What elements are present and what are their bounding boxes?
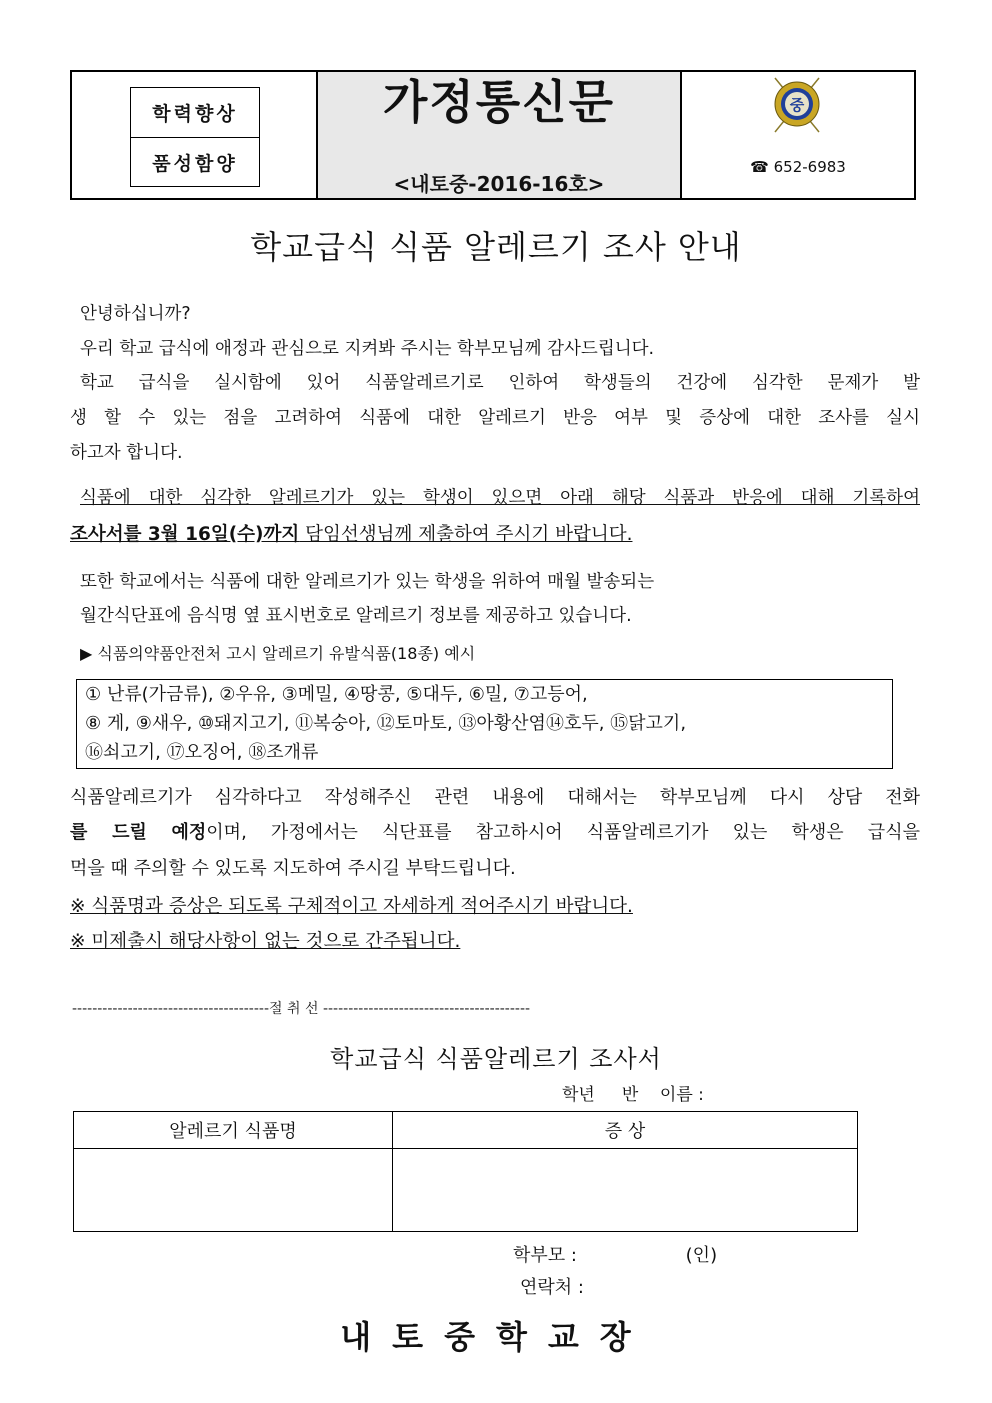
phone-line (682, 158, 914, 176)
request-line-2 (70, 517, 632, 553)
table-header-row (74, 1112, 858, 1149)
request-line-1: 식품에 대한 심각한 알레르기가 있는 학생이 있으면 아래 해당 식품과 반응에 대해 기록하여 (80, 488, 920, 508)
parent-signature-line: 학부모 : (인) (513, 1245, 718, 1266)
table-row (74, 1149, 858, 1232)
page-title: 학교급식 식품 알레르기 조사 안내 (250, 228, 742, 266)
menu-info-line-1: 또한 학교에서는 식품에 대한 알레르기가 있는 학생을 위하여 매월 발송되는 (80, 572, 655, 592)
deadline-text: 조사서를 3월 16일(수)까지 (70, 524, 300, 545)
paragraph-purpose-line-2: 생 할 수 있는 점을 고려하여 식품에 대한 알레르기 반응 여부 및 증상에 대한 조사를 실시 (70, 408, 920, 428)
survey-table (73, 1111, 858, 1232)
allergen-line-1: ① 난류(가금류), ②우유, ③메밀, ④땅콩, ⑤대두, ⑥밀, ⑦고등어, (85, 684, 588, 705)
followup-bold: 를 드릴 예정 (70, 822, 207, 843)
paragraph-purpose-line-3: 하고자 합니다. (70, 443, 183, 463)
form-title: 학교급식 식품알레르기 조사서 (330, 1045, 662, 1073)
note-no-submission: ※ 미제출시 해당사항이 없는 것으로 간주됩니다. (70, 931, 461, 952)
note-detail: ※ 식품명과 증상은 되도록 구체적이고 자세하게 적어주시기 바랍니다. (70, 896, 633, 917)
school-emblem-icon (767, 74, 827, 136)
symptom-field[interactable] (393, 1149, 858, 1232)
request-rest: 담임선생님께 제출하여 주시기 바랍니다. (299, 524, 633, 545)
header-title-cell (318, 72, 682, 198)
telephone-icon: ☎ (750, 158, 769, 176)
allergen-list-box (76, 679, 893, 769)
food-name-field[interactable] (74, 1149, 393, 1232)
motto-line-2: 품성함양 (131, 137, 259, 186)
allergen-line-2: ⑧ 게, ⑨새우, ⑩돼지고기, ⑪복숭아, ⑫토마토, ⑬아황산염⑭호두, ⑮닭고기, (85, 713, 687, 734)
header-food-name: 알레르기 식품명 (74, 1112, 393, 1149)
allergen-notice: ▶ 식품의약품안전처 고시 알레르기 유발식품(18종) 예시 (80, 644, 476, 663)
issue-number: <내토중-2016-16호> (393, 172, 605, 196)
paragraph-thanks: 우리 학교 급식에 애정과 관심으로 지켜봐 주시는 학부모님께 감사드립니다. (80, 339, 655, 359)
motto-line-1: 학력향상 (152, 103, 238, 125)
greeting: 안녕하십니까? (80, 304, 191, 324)
header-symptom: 증 상 (393, 1112, 858, 1149)
allergen-line-3: ⑯쇠고기, ⑰오징어, ⑱조개류 (85, 742, 319, 763)
school-motto-box (130, 87, 260, 187)
principal-signature: 내토중학교장 (340, 1318, 652, 1356)
header-left-cell (72, 72, 318, 198)
followup-line-3: 먹을 때 주의할 수 있도록 지도하여 주시길 부탁드립니다. (70, 858, 516, 879)
emblem-letter: 중 (789, 96, 805, 114)
paragraph-purpose-line-1: 학교 급식을 실시함에 있어 식품알레르기로 인하여 학생들의 건강에 심각한 문제가 발 (80, 373, 920, 393)
newsletter-header (70, 70, 916, 200)
followup-rest: 이며, 가정에서는 식단표를 참고하시어 식품알레르기가 있는 학생은 급식을 (206, 822, 920, 843)
cut-line: ---------------------------------------절 취 선 ----------------------------------------- (72, 1001, 531, 1017)
student-info-line: 학년 반 이름 : (562, 1085, 704, 1105)
phone-number: 652-6983 (773, 158, 846, 176)
newsletter-title: 가정통신문 (382, 75, 616, 129)
menu-info-line-2: 월간식단표에 음식명 옆 표시번호로 알레르기 정보를 제공하고 있습니다. (80, 606, 632, 626)
followup-line-2 (70, 815, 920, 851)
header-right-cell (682, 72, 914, 198)
contact-line: 연락처 : (520, 1277, 584, 1298)
followup-line-1: 식품알레르기가 심각하다고 작성해주신 관련 내용에 대해서는 학부모님께 다시 상담 전화 (70, 787, 920, 808)
